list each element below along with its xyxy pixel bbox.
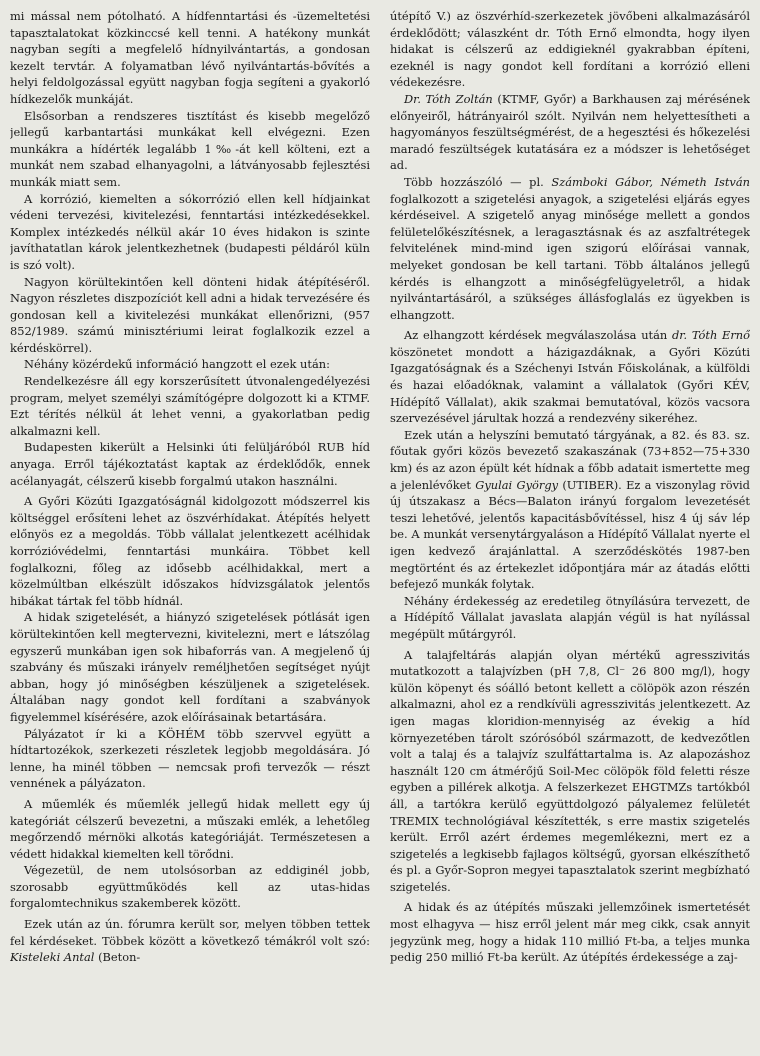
person-name: Kisteleki Antal xyxy=(10,950,95,965)
person-name: dr. Tóth Ernő xyxy=(671,328,750,343)
paragraph xyxy=(390,899,750,965)
paragraph xyxy=(10,609,370,725)
paragraph xyxy=(10,8,370,108)
text-run: Ezek után a helyszíni bemutató tárgyának, a 82. és 83. sz. főutak győri közös bevezető szakaszának (73+852—75+330 km) és az azon épült két hídnak a főbb adatait ismertette meg a jelenlévőket xyxy=(390,427,750,492)
paragraph xyxy=(10,191,370,274)
right-column xyxy=(390,8,750,1056)
text-run: Több hozzászóló — pl. xyxy=(404,174,552,189)
text-run: A Győri Közúti Igazgatóságnál kidolgozott módszerrel kis költséggel erősíteni lehet az öszvérhídakat. Átépítés helyett előnyös ez a megoldás. Több vállalat jelentkezett acélhidak korrózióvédelmi, fenntartási munkáira. Többet kell foglalkozni, főleg az idősebb acélhidakkal, mert a közelmúltban elkészült időszakos hídvizsgálatok jelentős hibákat tártak fel több hídnál. xyxy=(10,494,370,608)
paragraph xyxy=(10,726,370,792)
person-name: Dr. Tóth Zoltán xyxy=(404,91,493,106)
paragraph xyxy=(10,916,370,966)
person-name: Számboki Gábor, Németh István xyxy=(551,174,750,189)
paragraph xyxy=(390,427,750,593)
text-run: Ezek után az ún. fórumra került sor, melyen többen tettek fel kérdéseket. Többek között a következő témákról volt szó: xyxy=(10,917,370,948)
text-run: Rendelkezésre áll egy korszerűsített útvonalengedélyezési program, melyet személyi számítógépre dolgozott ki a KTMF. Ezt térítés nélkül át lehet venni, a gyakorlatban pedig alkalmazni kell. xyxy=(10,374,370,438)
text-run: (UTIBER). Ez a viszonylag rövid új útszakasz a Bécs—Balaton irányú forgalom levezetését teszi lehetővé, jelentős kapacitásbővítéssel, hisz 4 új sáv lép be. A munkát versenytárgyaláson a Hídépítő Vállalat nyerte el igen kedvező árajánlattal. A szerződéskötés 1987-ben megtörtént és az értekezlet időpontjára már az átadás előtti befejező munkák folytak. xyxy=(390,477,750,592)
paragraph xyxy=(10,862,370,912)
text-run: (KTMF, Győr) a Barkhausen zaj mérésének előnyeiről, hátrányairól szólt. Nyilván nem helyettesítheti a hagyományos feszültségmérést, de a hegesztési és hőkezelési maradó feszültségek kutatására ez a módszer is lehetőséget ad. xyxy=(390,91,750,173)
text-run: Budapesten kikerült a Helsinki úti felüljáróból RUB híd anyaga. Erről tájékoztatást kaptak az érdeklődők, ennek acélanyagát, célszerű kisebb forgalmú utakon használni. xyxy=(10,440,370,488)
text-run: Végezetül, de nem utolsósorban az eddiginél jobb, szorosabb együttműködés kell az utas-hidas forgalomtechnikus szakemberek között. xyxy=(10,863,370,911)
paragraph xyxy=(10,796,370,862)
text-run: Néhány érdekesség az eredetileg ötnyílásúra tervezett, de a Hídépítő Vállalat javaslata alapján végül is hat nyílással megépült műtárgyról. xyxy=(390,593,750,641)
text-run: köszönetet mondott a házigazdáknak, a Győri Közúti Igazgatóságnak és a Széchenyi István Főiskolának, a külföldi és hazai előadóknak, valamint a vállalatok (Győri KÉV, Hídépítő Vállalat), akik szakmai bemutatóval, közös vacsora szervezésével járultak hozzá a rendezvény sikeréhez. xyxy=(390,344,750,426)
paragraph xyxy=(390,174,750,323)
paragraph xyxy=(10,274,370,357)
text-run: A műemlék és műemlék jellegű hidak mellett egy új kategóriát célszerű bevezetni, a műszaki emlék, a lehetőleg megőrzendő mérnöki alkotás kategóriáját. Természetesen a védett hidakkal kiemelten kell törődni. xyxy=(10,796,370,861)
paragraph xyxy=(390,593,750,643)
text-run: Néhány közérdekű információ hangzott el ezek után: xyxy=(24,357,330,372)
text-run: foglalkozott a szigetelési anyagok, a szigetelési eljárás egyes kérdéseivel. A szigetelő anyag minősége mellett a gondos felületelőkészítésnek, a leragasztásnak és az aszfaltrétegek felvitelének mind-mind igen szigorú előírásai vannak, melyeket gondosan be kell tartani. Több általános jellegű kérdés is elhangzott a minőségfelügyeletről, a hidak nyilvántartásáról, a szükséges állásfoglalás ez ügyekben is elhangzott. xyxy=(390,191,750,322)
paragraph xyxy=(10,108,370,191)
text-run: A talajfeltárás alapján olyan mértékű agresszivitás mutatkozott a talajvízben (pH 7,8, Cl⁻ 26 800 mg/l), hogy külön köpenyt és sóálló betont kellett a cölöpök azon részén alkalmazni, ahol ez a rendkívüli agresszivitás jelentkezett. Az igen magas kloridion-mennyiség az évekig a híd környezetében tárolt szórósóból származott, de kedvezőtlen volt a talaj és a talajvíz szulfáttartalma is. Az alapozáshoz használt 120 cm átmérőjű Soil-Mec cölöpök föld feletti része egyben a pillérek alkotja. A felszerkezet EHGTMZs tartókból áll, a tartókra kerülő együttdolgozó pályalemez felületét TREMIX technológiával készítették, s erre mastix szigetelés került. Erről azért érdemes megemlékezni, mert ez a szigetelés a legkisebb fajlagos költségű, gyorsan elkészíthető és pl. a Győr-Sopron megyei tapasztalatok szerint megbízható szigetelés. xyxy=(390,647,750,894)
text-run: A hidak és az útépítés műszaki jellemzőinek ismertetését most elhagyva — hisz erről jelent már meg cikk, csak annyit jegyzünk meg, hogy a hidak 110 millió Ft-ba, a teljes munka pedig 250 millió Ft-ba került. Az útépítés érdekessége a zaj- xyxy=(390,900,750,965)
text-run: Nagyon körültekintően kell dönteni hidak átépítéséről. Nagyon részletes diszpozíciót kell adni a hidak tervezésére és gondosan kell a kivitelezési munkákat ellenőrizni, (957 852/1989. számú minisztériumi leirat foglalkozik ezzel a kérdéskörrel). xyxy=(10,274,370,355)
text-run: útépítő V.) az öszvérhíd-szerkezetek jövőbeni alkalmazásáról érdeklődött; válaszként dr. Tóth Ernő elmondta, hogy ilyen hidakat is célszerű az eddigieknél gyakrabban építeni, ezeknél is nagy gondot kell fordítani a korrózió elleni védekezésre. xyxy=(390,9,750,90)
text-run: A hidak szigetelését, a hiányzó szigetelések pótlását igen körültekintően kell megtervezni, kivitelezni, mert e látszólag egyszerű munkában igen sok hibaforrás van. A megjelenő új szabvány és műszaki irányelv reméljhetően segítséget nyújt abban, hogy jó minőségben készüljenek a szigetelések. Általában nagy gondot kell fordítani a szabványok figyelemmel kísérésére, azok előírásainak betartására. xyxy=(10,610,370,724)
text-run: Pályázatot ír ki a KÖHÉM több szervvel együtt a hídtartozékok, szerkezeti részletek legjobb megoldására. Jó lenne, ha minél többen — nemcsak profi tervezők — részt vennének a pályázaton. xyxy=(10,726,370,791)
person-name: Gyulai György xyxy=(475,477,559,492)
paragraph xyxy=(10,439,370,489)
paragraph xyxy=(10,373,370,439)
left-column xyxy=(10,8,370,1056)
text-run: A korrózió, kiemelten a sókorrózió ellen kell hídjainkat védeni tervezési, kivitelezési, fenntartási intézkedésekkel. Komplex intézkedés nélkül akár 10 éves hidakon is szinte javíthatatlan károk jelentkezhetnek (budapesti példáról küln is szó volt). xyxy=(10,191,370,272)
text-run: Elsősorban a rendszeres tisztítást és kisebb megelőző jellegű karbantartási munkákat kell elvégezni. Ezen munkákra a hídérték legalább 1‰-át kell költeni, ezt a munkát nem szabad elhanyagolni, a látványosabb fejlesztési munkák miatt sem. xyxy=(10,108,370,189)
text-run: Az elhangzott kérdések megválaszolása után xyxy=(404,328,672,343)
paragraph xyxy=(390,91,750,174)
paragraph xyxy=(10,356,370,373)
paragraph xyxy=(390,327,750,427)
paragraph xyxy=(390,647,750,896)
text-run: (Beton- xyxy=(94,950,141,965)
paragraph xyxy=(10,493,370,609)
paragraph xyxy=(390,8,750,91)
text-run: mi mással nem pótolható. A hídfenntartási és -üzemeltetési tapasztalatokat közkinccsé kell tenni. A hatékony munkát nagyban segíti a megfelelő hídnyilvántartás, a gondosan kezelt tervtár. A folyamatban lévő nyilvántartás-bővítés a helyi feldolgozással együtt nagyban fogja segíteni a gyakorló hídkezelők munkáját. xyxy=(10,9,370,106)
